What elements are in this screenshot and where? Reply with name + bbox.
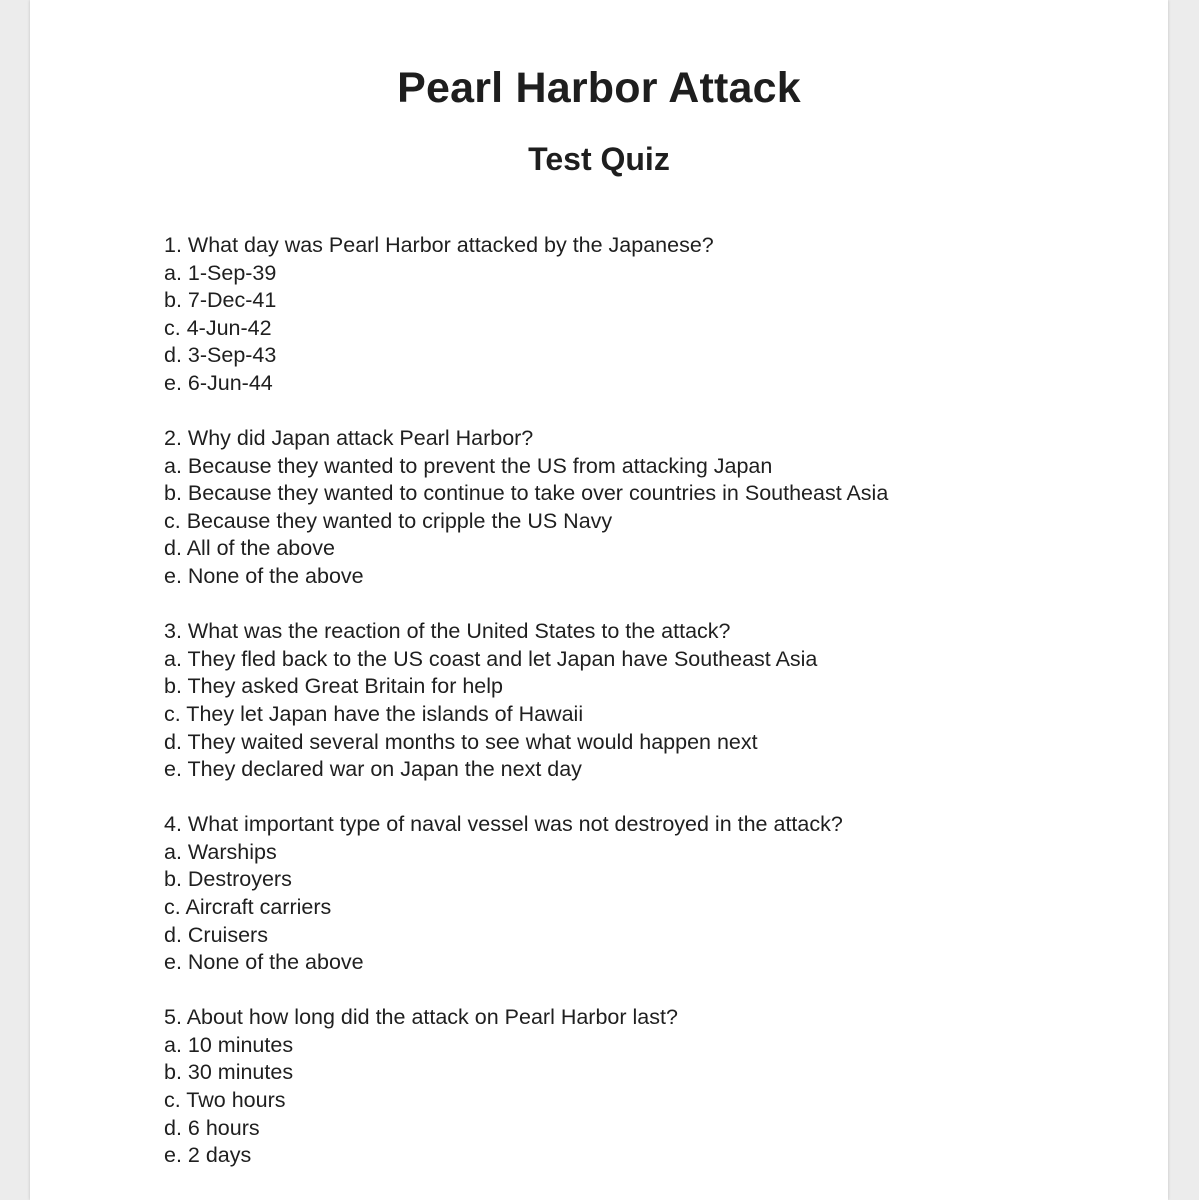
answer-option-a: a. They fled back to the US coast and let Japan have Southeast Asia (164, 646, 818, 671)
answer-option-c: c. Two hours (164, 1088, 286, 1113)
answer-option-d: d. Cruisers (164, 922, 268, 947)
question-2 (164, 425, 1124, 591)
answer-option-c: c. 4-Jun-42 (164, 315, 272, 340)
answer-option-e: e. 6-Jun-44 (164, 370, 273, 395)
answer-option-d: d. All of the above (164, 536, 335, 561)
answer-option-a: a. 1-Sep-39 (164, 260, 277, 285)
question-prompt: 4. What important type of naval vessel was not destroyed in the attack? (164, 812, 843, 837)
answer-option-b: b. Destroyers (164, 867, 292, 892)
document-page (30, 0, 1168, 1200)
answer-option-e: e. None of the above (164, 564, 364, 589)
question-4 (164, 811, 1124, 977)
answer-option-c: c. They let Japan have the islands of Hawaii (164, 701, 584, 726)
answer-option-e: e. None of the above (164, 950, 364, 975)
page-title: Pearl Harbor Attack (397, 64, 801, 112)
answer-option-e: e. 2 days (164, 1143, 252, 1168)
question-1 (164, 232, 1124, 398)
question-prompt: 2. Why did Japan attack Pearl Harbor? (164, 426, 534, 451)
answer-option-b: b. 7-Dec-41 (164, 288, 277, 313)
answer-option-a: a. Because they wanted to prevent the US from attacking Japan (164, 453, 773, 478)
question-prompt: 5. About how long did the attack on Pearl Harbor last? (164, 1005, 678, 1030)
answer-option-e: e. They declared war on Japan the next day (164, 757, 582, 782)
answer-option-d: d. 6 hours (164, 1115, 260, 1140)
answer-option-d: d. They waited several months to see what would happen next (164, 729, 758, 754)
question-prompt: 3. What was the reaction of the United States to the attack? (164, 619, 731, 644)
answer-option-d: d. 3-Sep-43 (164, 343, 277, 368)
answer-option-a: a. 10 minutes (164, 1032, 294, 1057)
answer-option-b: b. They asked Great Britain for help (164, 674, 504, 699)
question-list (164, 232, 1124, 1197)
answer-option-b: b. Because they wanted to continue to take over countries in Southeast Asia (164, 481, 889, 506)
question-5 (164, 1004, 1124, 1170)
page-subtitle: Test Quiz (528, 141, 670, 177)
answer-option-a: a. Warships (164, 839, 277, 864)
question-prompt: 1. What day was Pearl Harbor attacked by the Japanese? (164, 233, 714, 257)
answer-option-c: c. Aircraft carriers (164, 894, 332, 919)
answer-option-b: b. 30 minutes (164, 1060, 294, 1085)
answer-option-c: c. Because they wanted to cripple the US Navy (164, 508, 613, 533)
question-3 (164, 618, 1124, 784)
